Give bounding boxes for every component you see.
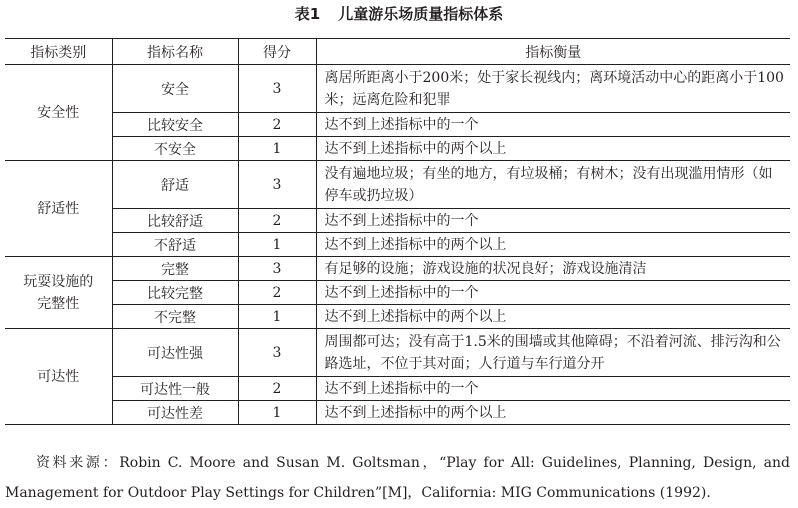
table-row [5,113,790,137]
indicator-table [5,38,790,425]
measure-cell: 达不到上述指标中的两个以上 [316,137,790,161]
indicator-name-cell: 可达性一般 [112,377,238,401]
measure-cell: 达不到上述指标中的一个 [316,281,790,305]
indicator-name-cell: 可达性强 [112,329,238,377]
measure-cell: 达不到上述指标中的一个 [316,113,790,137]
score-cell: 2 [238,377,316,401]
category-cell: 安全性 [5,65,112,161]
table-number: 表1 [294,5,321,23]
source-note [5,448,790,508]
category-cell: 可达性 [5,329,112,425]
score-cell: 3 [238,257,316,281]
source-label: 资料来源： [36,455,120,471]
header-name: 指标名称 [112,39,238,65]
table-title: 儿童游乐场质量指标体系 [338,5,504,23]
indicator-name-cell: 不完整 [112,305,238,329]
indicator-name-cell: 可达性差 [112,401,238,425]
score-cell: 2 [238,209,316,233]
table-row [5,137,790,161]
indicator-name-cell: 不安全 [112,137,238,161]
indicator-name-cell: 舒适 [112,161,238,209]
score-cell: 3 [238,65,316,113]
measure-cell: 有足够的设施；游戏设施的状况良好；游戏设施清洁 [316,257,790,281]
score-cell: 3 [238,329,316,377]
measure-cell: 达不到上述指标中的一个 [316,377,790,401]
table-row [5,233,790,257]
header-category: 指标类别 [5,39,112,65]
indicator-name-cell: 比较安全 [112,113,238,137]
measure-cell: 周围都可达；没有高于1.5米的围墙或其他障碍；不沿着河流、排污沟和公路选址，不位于其对面；人行道与车行道分开 [316,329,790,377]
header-row [5,39,790,65]
measure-cell: 离居所距离小于200米；处于家长视线内；离环境活动中心的距离小于100米；远离危险和犯罪 [316,65,790,113]
measure-cell: 达不到上述指标中的两个以上 [316,305,790,329]
score-cell: 2 [238,281,316,305]
table-row [5,305,790,329]
category-line: 玩耍设施的 [23,273,94,290]
measure-cell: 达不到上述指标中的一个 [316,209,790,233]
indicator-name-cell: 安全 [112,65,238,113]
measure-cell: 没有遍地垃圾；有坐的地方，有垃圾桶；有树木；没有出现滥用情形（如停车或扔垃圾） [316,161,790,209]
table-row [5,161,790,209]
indicator-name-cell: 完整 [112,257,238,281]
header-measure: 指标衡量 [316,39,790,65]
table-row [5,281,790,305]
table-row [5,257,790,281]
table-row [5,377,790,401]
table-row [5,401,790,425]
table-row [5,209,790,233]
category-cell [5,257,112,329]
measure-cell: 达不到上述指标中的两个以上 [316,233,790,257]
score-cell: 1 [238,401,316,425]
header-score: 得分 [238,39,316,65]
category-cell: 舒适性 [5,161,112,257]
measure-cell: 达不到上述指标中的两个以上 [316,401,790,425]
score-cell: 2 [238,113,316,137]
indicator-name-cell: 比较完整 [112,281,238,305]
table-caption [0,4,798,24]
score-cell: 1 [238,137,316,161]
score-cell: 1 [238,233,316,257]
table-row [5,65,790,113]
table-row [5,329,790,377]
source-citation: Robin C. Moore and Susan M. Goltsman，“Play for All: Guidelines, Planning, Design, and Management for Outdoor Play Settings for Children”[M]，California: MIG Communications (1992). [5,455,790,501]
score-cell: 1 [238,305,316,329]
indicator-name-cell: 不舒适 [112,233,238,257]
category-line: 完整性 [37,295,80,312]
score-cell: 3 [238,161,316,209]
indicator-name-cell: 比较舒适 [112,209,238,233]
